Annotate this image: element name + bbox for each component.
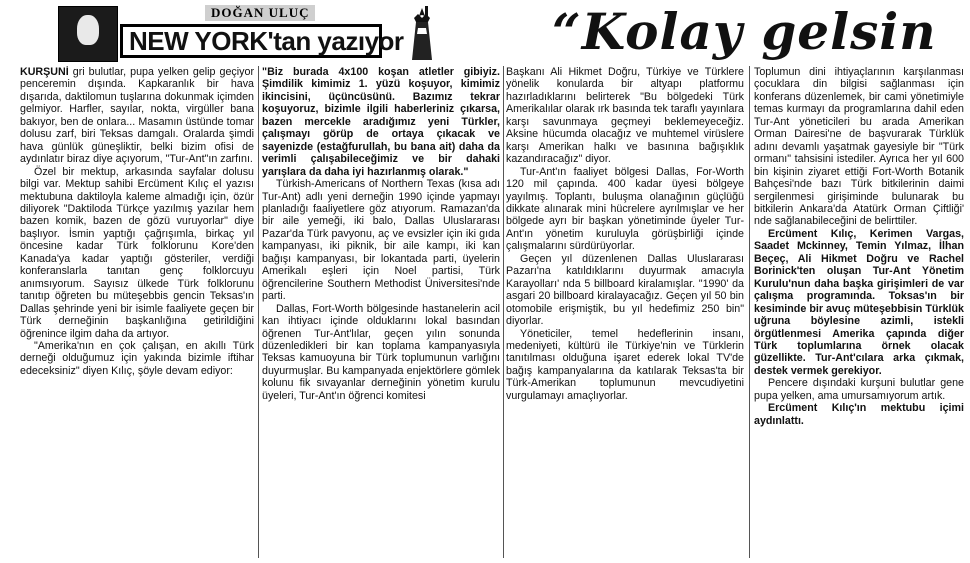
paragraph-text: Ercüment Kılıç, Kerimen Vargas, Saadet Mckinney, Temin Yılmaz, İlhan Beçeç, Ali Hikmet Doğru ve Rachel Borinick'ten oluşan Tur-Ant Yönetim Kurulu'nun daha başka girişimleri de var çalışma programında. Toksas'ın bir kesiminde bir avuç müteşebbisin Türklük uğruna böylesine azimli, istekli örgütlenmesi Amerika çapında diğer Türk toplumlarına örnek olacak güzellikte. Tur-Ant'cılara arka çıkmak, destek vermek gerekiyor. bbox=[754, 227, 964, 377]
paragraph-text: Tur-Ant'ın faaliyet bölgesi Dallas, For-Worth 120 mil çapında. 400 kadar üyesi bölgeye yayılmış. Toplantı, buluşma olanağının güçlüğü dikkate alınarak mini hücrelere ayrılmışlar ve her bölgede ayrı bir başkan yönetiminde üyeler Tur-Ant'ın yönetim kuruluyla görüşbirliği içinde çalışmalarını sürdürüyorlar. bbox=[506, 165, 744, 253]
paragraph bbox=[506, 328, 744, 403]
drop-lead-word: KURŞUNİ bbox=[20, 66, 69, 78]
paragraph-text: Dallas, Fort-Worth bölgesinde hastanelerin acil kan ihtiyacı içinde olduklarını lokal basından öğrenen Tur-Ant'lılar, geçen yılın sonunda düzenledikleri bir kan toplama kampanyasıyla Teksas kamuoyuna bir Türk toplumunun varlığını duyurmuşlar. Bu kampanyada enjektörlere gömlek kolunu fik sıvayanlar derneğinin yönetim kurulu üyeleri, Tur-Ant'ın öğrenci komitesi bbox=[262, 302, 500, 402]
paragraph bbox=[20, 66, 254, 166]
paragraph-text: Özel bir mektup, arkasında sayfalar dolusu bilgi var. Mektup sahibi Ercüment Kılıç el yazısı mektubuna daktiloyla kaleme almadığı için, özür diliyorek "Daktiloda Türkçe yazılmış yazılar hem bazen komik, bazen de gözü vuruyorlar" diye başlıyor. İsmin yaptığı çağrışımla, birkaç yıl öncesine kadar Türk folklorunu Kore'den Kanada'ya kadar yaptığı gösteriler, verdiği konferanslarla tanıtan genç folklorcuyu anımsıyorum. Sayısız ülkede Türk folklorunu tanıtıp öğreten bu müteşebbis gencin Teksas'ın Dallas şehrinde yeni bir isimle faaliyete geçen bir Türk derneğinin başkanlığına getirildiğini öğrenince ilgim daha da artıyor. bbox=[20, 165, 254, 340]
paragraph bbox=[262, 66, 500, 178]
column-divider bbox=[258, 66, 259, 558]
article-header bbox=[0, 0, 970, 66]
paragraph-text: gri bulutlar, pupa yelken gelip geçiyor penceremin dışında. Kapkaranlık bir hava dışarıda, daktilomun tuşlarına dokunmak içimden gelmiyor. Harfler, sayılar, nokta, virgüller bana bakıyor, ben de onlara... Masamın üstünde tomar dolusu zarf, biri Teksas damgalı. Oralarda şimdi hava günlük güneşliktir, belki bizim ofisi de aydınlatır biraz diye açıyorum, "Tur-Ant"ın zarfını. bbox=[20, 66, 254, 166]
paragraph bbox=[262, 303, 500, 403]
author-photo bbox=[58, 6, 118, 62]
paragraph-text: Başkanı Ali Hikmet Doğru, Türkiye ve Türklere yönelik konularda bir altyapı platformu hazırladıklarını belirterek "Bu bölgedeki Türk Amerikalılar olarak ırk basında tek taraflı yayınlara karşı savunmaya geçmeyi beklemeyeceğiz. Aksine hücumda olacağız ve muhtemel virüslere karşı Amerikan halkı ve basınına bağışıklık kazandıracağız" diyor. bbox=[506, 66, 744, 166]
headline: “Kolay gelsin bbox=[552, 2, 937, 61]
paragraph-text: Pencere dışındaki kurşuni bulutlar gene pupa yelken, ama umursamıyorum artık. bbox=[754, 377, 964, 402]
paragraph-text: Geçen yıl düzenlenen Dallas Uluslararası Pazarı'na katıldıklarını duyurmak amacıyla Karayolları' nda 5 billboard kiralamışlar. "1990' da asgari 20 billboard kiralayacağız. Geçen yıl 50 bin otomobile erişmiştik, bu yıl hedefimiz 250 bin" diyorlar. bbox=[506, 252, 744, 328]
column-title: NEW YORK'tan yazıyor bbox=[120, 24, 382, 58]
paragraph bbox=[754, 228, 964, 377]
article-column-1 bbox=[20, 66, 254, 563]
paragraph bbox=[262, 178, 500, 303]
paragraph bbox=[506, 253, 744, 328]
article-column-2 bbox=[262, 66, 500, 563]
paragraph bbox=[20, 340, 254, 377]
column-divider bbox=[503, 66, 504, 558]
paragraph bbox=[754, 66, 964, 228]
article-column-4 bbox=[754, 66, 964, 563]
paragraph bbox=[754, 402, 964, 427]
paragraph-text: Toplumun dini ihtiyaçlarının karşılanması çocuklara din bilgisi sağlanması için konferans düzenlemek, bir cami yönetimiyle temas kurmayı da programlarına dahil eden Tur-Ant yöneticileri bu arada Amerikan Orman Dairesi'ne de başvurarak Türklük adını devamlı yaşatmak gayesiyle bir "Türk ormanı" tahsisini istediler. Ayrıca her yıl 600 bin kişinin ziyaret ettiği Fort-Worth Botanik Bahçesi'nde bazı Türk bitkilerinin daimi sergilenmesi girişiminde bulunarak bu bitkilerin Ankara'da Atatürk Orman Çiftliği' nde sağlanabileceğini de belirttiler. bbox=[754, 66, 964, 228]
paragraph bbox=[506, 66, 744, 166]
article-column-3 bbox=[506, 66, 744, 563]
statue-of-liberty-icon bbox=[392, 4, 452, 62]
quote-text: "Biz burada 4x100 koşan atletler gibiyiz. Şimdilik kimimiz 1. yüzü koşuyor, kimimiz ikincisini, üçüncüsünü. Bazımız tekrar koşuyoruz, bizimle ilgili haberleriniz çıkarsa, bazen mercekle aradığımız yeni Türkler, çalışmayı görüp de ortaya çıkacak ve sayenizde (estağfurullah, bu bana ait) daha da verimli çalışabileceğimiz ve bir dahaki yarışlara da daha iyi hazırlanmış olarak." bbox=[262, 66, 500, 178]
paragraph bbox=[20, 166, 254, 340]
author-name: DOĞAN ULUÇ bbox=[205, 5, 315, 21]
paragraph-text: "Amerika'nın en çok çalışan, en akıllı Türk derneği olduğumuz için yakında bizimle iftihar edeceksiniz" diyen Kılıç, şöyle devam ediyor: bbox=[20, 339, 254, 377]
closing-line: Ercüment Kılıç'ın mektubu içimi aydınlattı. bbox=[754, 402, 964, 427]
paragraph-text: Yöneticiler, temel hedeflerinin insanı, medeniyeti, kültürü ile Türkiye'nin ve Türklerin tanıtılması olduğuna işaret ederek lokal TV'de bağış kampanyalarına da katılarak Teksas'ta bir Türk-Amerikan toplumunun mevcudiyetini vurgulamayı amaçlıyorlar. bbox=[506, 327, 744, 402]
author-face-shape bbox=[77, 15, 99, 45]
paragraph bbox=[506, 166, 744, 253]
paragraph-text: Türkish-Americans of Northern Texas (kısa adı Tur-Ant) adlı yeni derneğin 1990 içinde yapmayı planladığı faaliyetlere göz atıyorum. Ramazan'da bir aile yemeği, iki balo, Dallas Uluslararası Pazar'da Türk pavyonu, aç ve evsizler için iki gıda kampanyası, iki piknik, bir aile kampı, iki kan bağışı kampanyası, bir lokantada parti, üyelerin Amerikalı eşleri için Noel partisi, Türk öğrencilerine Southern Methodist Üniversitesi'nde parti. bbox=[262, 178, 500, 303]
column-divider bbox=[749, 66, 750, 558]
paragraph bbox=[754, 377, 964, 402]
